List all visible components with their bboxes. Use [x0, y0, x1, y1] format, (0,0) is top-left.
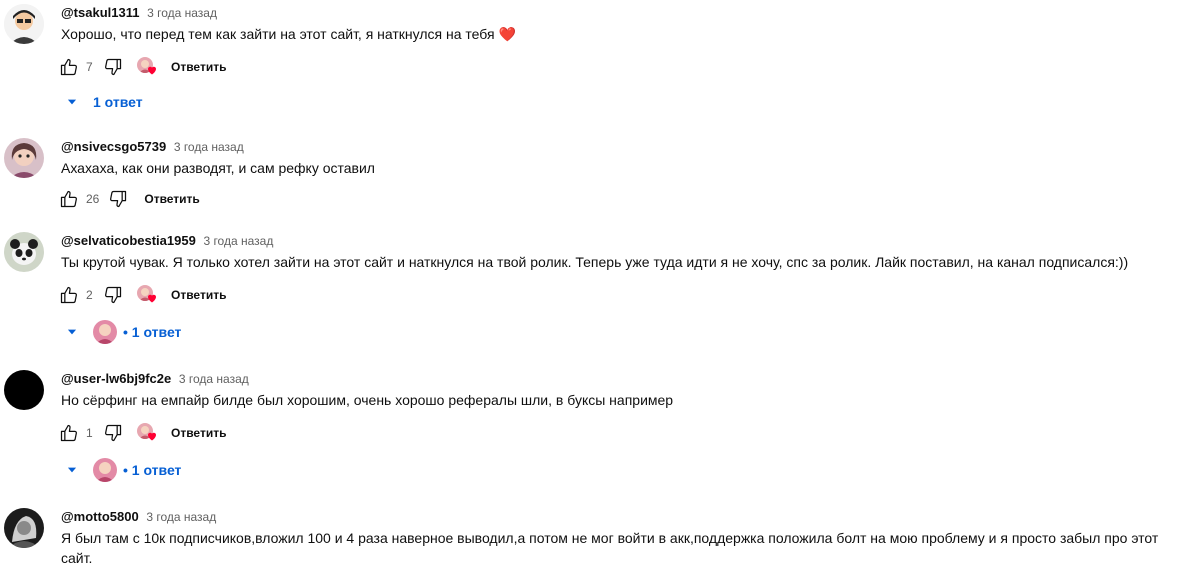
heart-icon [146, 430, 158, 442]
replies-toggle[interactable] [61, 456, 181, 484]
reply-button[interactable]: Ответить [144, 192, 200, 206]
comment-header [61, 370, 249, 388]
replies-count: • 1 ответ [123, 324, 182, 340]
comment-time[interactable]: 3 года назад [173, 140, 244, 154]
like-count: 1 [86, 426, 93, 440]
reply-button[interactable]: Ответить [171, 426, 227, 440]
avatar[interactable] [4, 4, 44, 44]
like-button[interactable] [57, 187, 81, 211]
like-count: 2 [86, 288, 93, 302]
comment-author[interactable]: @motto5800 [61, 509, 139, 524]
chevron-down-icon [65, 325, 79, 339]
dislike-button[interactable] [106, 187, 130, 211]
reply-button[interactable]: Ответить [171, 60, 227, 74]
thumb-down-icon [103, 423, 123, 443]
replies-count: • 1 ответ [123, 462, 182, 478]
avatar[interactable] [4, 508, 44, 548]
thumb-up-icon [59, 423, 79, 443]
avatar[interactable] [4, 138, 44, 178]
comment-actions [57, 421, 226, 445]
chevron-down-icon [65, 95, 79, 109]
replies-toggle[interactable] [61, 318, 181, 346]
like-count: 26 [86, 192, 100, 206]
thumb-up-icon [59, 285, 79, 305]
comment-text: Но сёрфинг на емпайр билде был хорошим, очень хорошо рефералы шли, в буксы например [61, 392, 674, 408]
creator-heart-badge [135, 421, 159, 445]
thumb-up-icon [59, 189, 79, 209]
dislike-button[interactable] [101, 283, 125, 307]
thumb-up-icon [59, 57, 79, 77]
comment-time[interactable]: 3 года назад [203, 234, 274, 248]
comment-text: Хорошо, что перед тем как зайти на этот сайт, я наткнулся на тебя ❤️ [61, 26, 516, 42]
comment-header [61, 232, 273, 250]
comment-time[interactable]: 3 года назад [178, 372, 249, 386]
creator-heart-badge [135, 55, 159, 79]
creator-heart-badge [135, 283, 159, 307]
comment-author[interactable]: @nsivecsgo5739 [61, 139, 167, 154]
dislike-button[interactable] [101, 55, 125, 79]
avatar[interactable] [4, 232, 44, 272]
replier-avatar [93, 320, 117, 344]
chevron-down-icon [65, 463, 79, 477]
dislike-button[interactable] [101, 421, 125, 445]
comment-actions [57, 187, 200, 211]
heart-icon [146, 292, 158, 304]
comment-header [61, 508, 216, 526]
like-button[interactable] [57, 421, 81, 445]
replier-avatar [93, 458, 117, 482]
avatar[interactable] [4, 370, 44, 410]
like-button[interactable] [57, 55, 81, 79]
like-count: 7 [86, 60, 93, 74]
comment-header [61, 4, 217, 22]
comment-author[interactable]: @user-lw6bj9fc2e [61, 371, 172, 386]
heart-icon [146, 64, 158, 76]
comment-text: Ты крутой чувак. Я только хотел зайти на этот сайт и наткнулся на твой ролик. Теперь уже туда идти я не хочу, спс за ролик. Лайк поставил, на канал подписался:)) [61, 254, 1129, 270]
comment-author[interactable]: @tsakul1311 [61, 5, 140, 20]
comment-time[interactable]: 3 года назад [146, 510, 217, 524]
like-button[interactable] [57, 283, 81, 307]
comment-time[interactable]: 3 года назад [147, 6, 217, 20]
comment-text: Ахахаха, как они разводят, и сам рефку оставил [61, 160, 375, 176]
comment-actions [57, 55, 226, 79]
comment-actions [57, 283, 226, 307]
reply-button[interactable]: Ответить [171, 288, 227, 302]
thumb-down-icon [103, 285, 123, 305]
thumb-down-icon [103, 57, 123, 77]
replies-count: 1 ответ [93, 94, 143, 110]
comment-text: Я был там с 10к подписчиков,вложил 100 и 4 раза наверное выводил,а потом не мог войти в акк,поддержка положила болт на мою проблему и я просто забыл про этот сайт. [61, 530, 1159, 566]
thumb-down-icon [108, 189, 128, 209]
replies-toggle[interactable] [61, 88, 143, 116]
comment-header [61, 138, 244, 156]
comment-author[interactable]: @selvaticobestia1959 [61, 233, 196, 248]
